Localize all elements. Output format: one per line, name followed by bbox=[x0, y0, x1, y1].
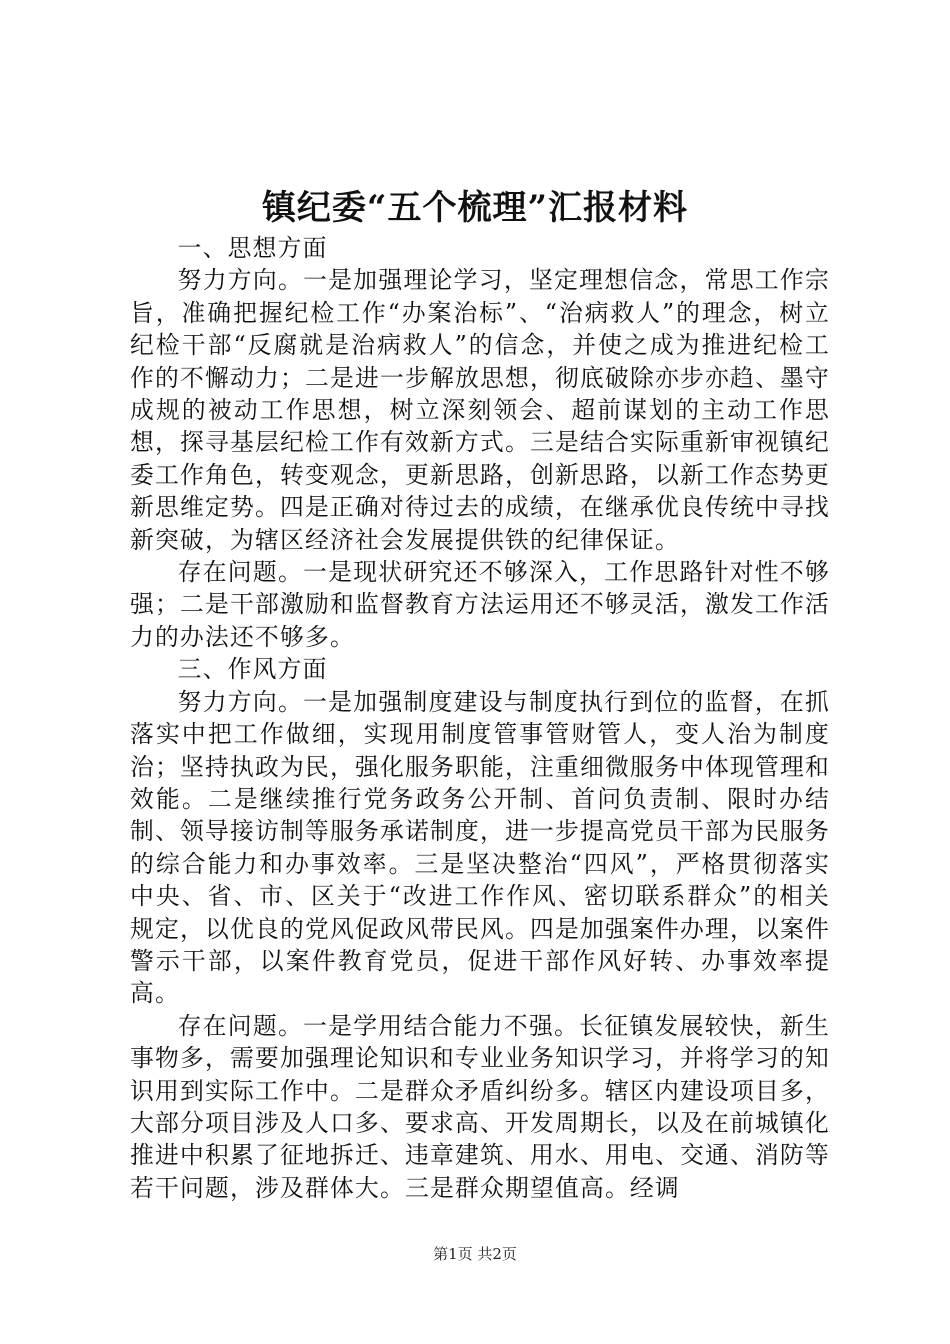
section-heading: 一、思想方面 bbox=[177, 234, 328, 262]
paragraph: 存在问题。一是现状研究还不够深入，工作思路针对性不够强；二是干部激励和监督教育方法运用还不够灵活，激发工作活力的办法还不够多。 bbox=[130, 558, 830, 651]
paragraph: 努力方向。一是加强制度建设与制度执行到位的监督，在抓落实中把工作做细，实现用制度管事管财管人，变人治为制度治；坚持执政为民，强化服务职能，注重细微服务中体现管理和效能。二是继续推行党务政务公开制、首问负责制、限时办结制、领导接访制等服务承诺制度，进一步提高党员干部为民服务的综合能力和办事效率。三是坚决整治“四风”，严格贯彻落实中央、省、市、区关于“改进工作作风、密切联系群众”的相关规定，以优良的党风促政风带民风。四是加强案件办理，以案件警示干部，以案件教育党员，促进干部作风好转、办事效率提高。 bbox=[130, 687, 830, 1008]
page-number-footer: 第1页 共2页 bbox=[433, 1245, 517, 1263]
paragraph: 努力方向。一是加强理论学习，坚定理想信念，常思工作宗旨，准确把握纪检工作“办案治标”、“治病救人”的理念，树立纪检干部“反腐就是治病救人”的信念，并使之成为推进纪检工作的不懈动力；二是进一步解放思想，彻底破除亦步亦趋、墨守成规的被动工作思想，树立深刻领会、超前谋划的主动工作思想，探寻基层纪检工作有效新方式。三是结合实际重新审视镇纪委工作角色，转变观念，更新思路，创新思路，以新工作态势更新思维定势。四是正确对待过去的成绩，在继承优良传统中寻找新突破，为辖区经济社会发展提供铁的纪律保证。 bbox=[130, 266, 830, 554]
document-title: 镇纪委“五个梳理”汇报材料 bbox=[261, 188, 689, 228]
document-body bbox=[130, 232, 830, 1204]
section-heading: 三、作风方面 bbox=[177, 655, 328, 684]
paragraph: 存在问题。一是学用结合能力不强。长征镇发展较快，新生事物多，需要加强理论知识和专业业务知识学习，并将学习的知识用到实际工作中。二是群众矛盾纠纷多。辖区内建设项目多，大部分项目涉及人口多、要求高、开发周期长，以及在前城镇化推进中积累了征地拆迁、违章建筑、用水、用电、交通、消防等若干问题，涉及群体大。三是群众期望值高。经调 bbox=[130, 1011, 830, 1202]
